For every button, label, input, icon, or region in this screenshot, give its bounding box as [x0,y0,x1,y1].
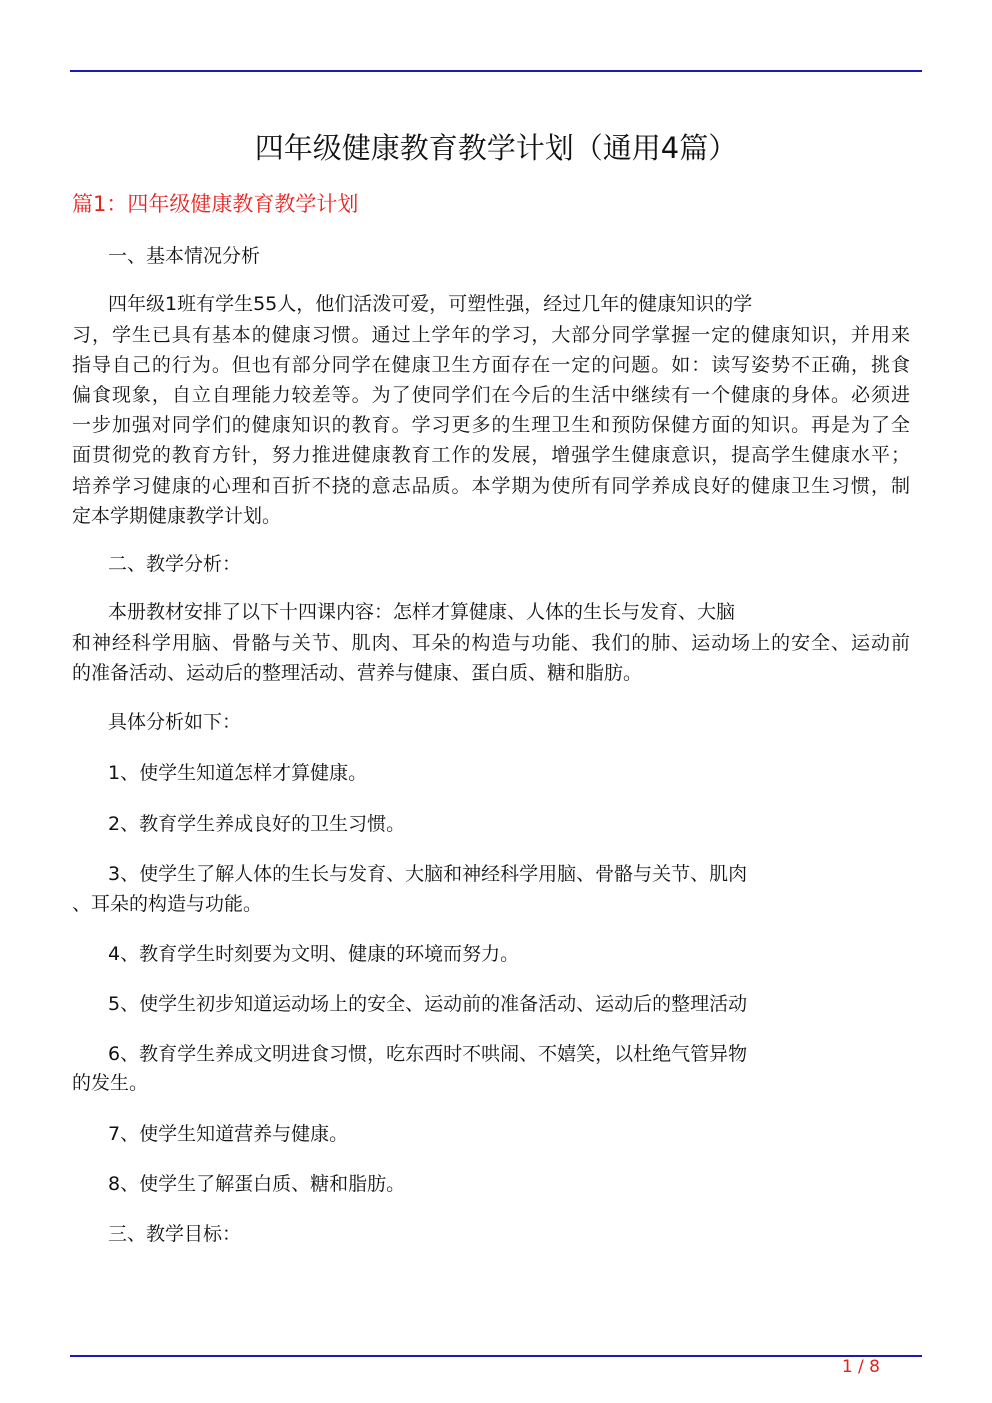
paragraph-line: 四年级1班有学生55人，他们活泼可爱，可塑性强，经过几年的健康知识的学 [108,293,753,315]
paragraph-line: 具体分析如下： [108,711,242,733]
section-heading-line: 三、教学目标： [108,1223,242,1245]
paragraph-line: 2、教育学生养成良好的卫生习惯。 [108,813,406,835]
document-title: 四年级健康教育教学计划（通用4篇） [254,131,738,165]
section-heading: 篇1：四年级健康教育教学计划 [72,192,359,216]
paragraph-line: 1、使学生知道怎样才算健康。 [108,762,368,784]
paragraph-line: 、耳朵的构造与功能。 [72,893,263,915]
page-number: 1 / 8 [841,1357,880,1377]
paragraph-line: 6、教育学生养成文明进食习惯，吃东西时不哄闹、不嬉笑，以杜绝气管异物 [108,1043,748,1065]
paragraph-line: 本册教材安排了以下十四课内容：怎样才算健康、人体的生长与发育、大脑 [108,601,736,623]
paragraph-line: 的发生。 [72,1072,149,1094]
paragraph-line: 8、使学生了解蛋白质、糖和脂肪。 [108,1173,406,1195]
paragraph-line: 7、使学生知道营养与健康。 [108,1123,349,1145]
paragraph-line: 指导自己的行为。但也有部分同学在健康卫生方面存在一定的问题。如：读写姿势不正确，挑食 [72,354,910,376]
paragraph-line: 和神经科学用脑、骨骼与关节、肌肉、耳朵的构造与功能、我们的肺、运动场上的安全、运动前 [72,632,910,654]
paragraph-line: 一步加强对同学们的健康知识的教育。学习更多的生理卫生和预防保健方面的知识。再是为了全 [72,414,910,436]
section-heading-line: 二、教学分析： [108,553,242,575]
paragraph-line: 的准备活动、运动后的整理活动、营养与健康、蛋白质、糖和脂肪。 [72,662,643,684]
paragraph-line: 3、使学生了解人体的生长与发育、大脑和神经科学用脑、骨骼与关节、肌肉 [108,863,748,885]
section-heading-line: 一、基本情况分析 [108,245,261,267]
paragraph-line: 定本学期健康教学计划。 [72,505,282,527]
paragraph-line: 偏食现象，自立自理能力较差等。为了使同学们在今后的生活中继续有一个健康的身体。必须进 [72,384,910,406]
paragraph-line: 培养学习健康的心理和百折不挠的意志品质。本学期为使所有同学养成良好的健康卫生习惯，制 [72,475,910,497]
paragraph-line: 5、使学生初步知道运动场上的安全、运动前的准备活动、运动后的整理活动 [108,993,748,1015]
header-rule [70,70,922,72]
paragraph-line: 4、教育学生时刻要为文明、健康的环境而努力。 [108,943,520,965]
paragraph-line: 习，学生已具有基本的健康习惯。通过上学年的学习，大部分同学掌握一定的健康知识，并用来 [72,324,910,346]
footer-rule [70,1355,922,1357]
paragraph-line: 面贯彻党的教育方针，努力推进健康教育工作的发展，增强学生健康意识，提高学生健康水平； [72,444,910,466]
